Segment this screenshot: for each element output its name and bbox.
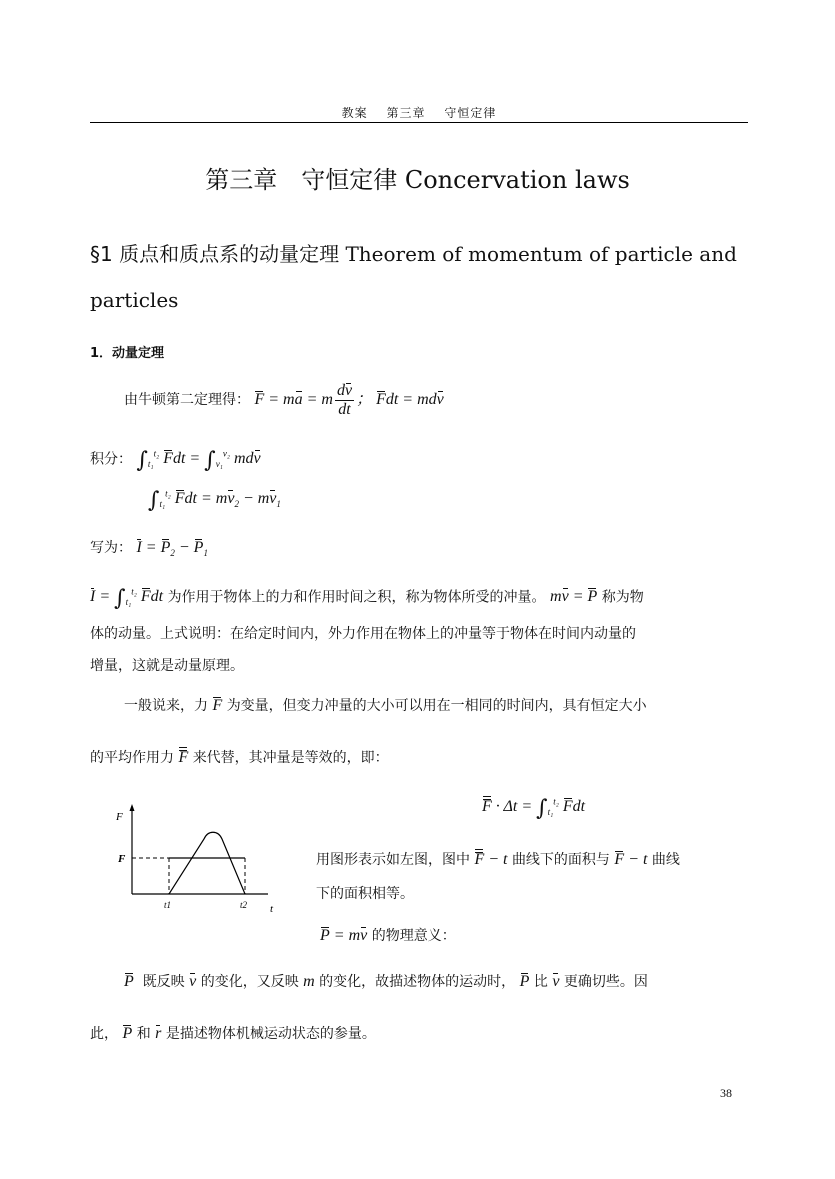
write-as-label: 写为： [90, 540, 132, 556]
level-label: F [118, 853, 126, 865]
page-number: 38 [720, 1086, 732, 1100]
header-item: 第三章 [386, 106, 426, 120]
graph-line-1 [316, 850, 680, 870]
final-text-2b: 和 [136, 1026, 151, 1042]
section-title-cont: particles [90, 288, 179, 312]
phys-meaning-line [320, 926, 456, 946]
general-text-1: 一般说来，力 [124, 698, 208, 714]
section-title [90, 238, 737, 267]
symbol-P-2: P [519, 973, 530, 990]
final-text-2a: 此， [90, 1026, 118, 1042]
integral-label: 积分： [90, 451, 132, 468]
symbol-v-2: v [552, 973, 560, 990]
general-text-3: 的平均作用力 [90, 750, 174, 766]
force-time-figure [108, 800, 283, 925]
final-line-1 [124, 972, 648, 992]
subsection-title: 1．动量定理 [90, 346, 165, 361]
general-line-2 [90, 748, 389, 768]
newton-intro: 由牛顿第二定理得： [124, 392, 250, 409]
graph-text-1: 用图形表示如左图，图中 [316, 852, 470, 868]
final-text-1c: 的变化，故描述物体的运动时， [319, 974, 516, 990]
y-axis-label: F [116, 811, 123, 823]
momentum-cont: 体的动量。上式说明：在给定时间内，外力作用在物体上的冲量等于物体在时间内动量的 [90, 626, 636, 642]
general-line-1 [124, 696, 647, 716]
running-header [90, 104, 748, 121]
section-title-cn: §1 质点和质点系的动量定理 [90, 242, 340, 266]
symbol-P: P [124, 973, 134, 990]
formula-integral-2: $\int_{t_1}^{t_2}$ Fdt = $mv_2 - mv_1$ [148, 488, 281, 514]
header-item: 教案 [341, 106, 368, 120]
integral-line-2 [148, 484, 281, 515]
graph-line-2: 下的面积相等。 [316, 886, 414, 902]
formula-integral-1: $\int_{t_1}^{t_2}$ Fdt = $\int_{v_1}^{v_2}$ mdv [136, 448, 261, 474]
symbol-F: F [212, 697, 223, 714]
formula-impulse: $I = P_2 - P_1$ [136, 539, 208, 559]
phys-meaning-text: 的物理意义： [371, 928, 456, 944]
formula-momentum: mv = P [550, 588, 598, 606]
symbol-P-3: P [122, 1025, 133, 1042]
final-text-1d: 比 [533, 974, 548, 990]
final-text-1e: 更确切些。因 [563, 974, 648, 990]
average-force-equation [482, 792, 585, 823]
write-as-line [90, 538, 208, 563]
general-text-2: 为变量，但变力冲量的大小可以用在一相同的时间内，具有恒定大小 [226, 698, 647, 714]
t1-label: t1 [164, 900, 172, 910]
formula-newton: F = ma = m $\frac{dv}{dt}$ ； Fdt = mdv [254, 382, 444, 418]
y-axis-arrow [130, 804, 135, 811]
chapter-title-cn: 第三章 守恒定律 [205, 166, 398, 194]
t-axis-label: t [270, 903, 274, 915]
formula-Favg-t: F − t [474, 851, 508, 868]
header-item: 守恒定律 [444, 106, 497, 120]
final-text-1a: 既反映 [142, 974, 185, 990]
formula-impulse-def: $I = \int_{t_1}^{t_2}$ Fdt [90, 586, 164, 612]
symbol-m: m [303, 973, 315, 990]
graph-text-2: 曲线下的面积与 [511, 852, 610, 868]
momentum-def-text: 称为物 [601, 589, 644, 606]
formula-average-force: $F \cdot \Delta t = \int_{t_1}^{t_2}$ Fdt [482, 796, 586, 822]
general-text-4: 来代替，其冲量是等效的，即： [192, 750, 389, 766]
formula-P-mv: P = mv [320, 927, 368, 944]
formula-F-t: F − t [614, 851, 648, 868]
symbol-F-avg: F [178, 749, 189, 766]
final-text-1b: 的变化，又反映 [200, 974, 299, 990]
symbol-v: v [189, 973, 197, 990]
section-title-en: Theorem of momentum of particle and [345, 242, 737, 266]
momentum-cont2: 增量，这就是动量原理。 [90, 658, 244, 674]
force-curve [169, 832, 245, 894]
impulse-definition [90, 582, 644, 613]
final-line-2 [90, 1024, 376, 1044]
integral-line-1 [90, 444, 261, 475]
header-rule [90, 122, 748, 123]
symbol-r: r [155, 1025, 162, 1042]
newton-line [124, 382, 444, 419]
final-text-2c: 是描述物体机械运动状态的参量。 [165, 1026, 376, 1042]
t2-label: t2 [240, 900, 248, 910]
chapter-title-en: Concervation laws [404, 166, 630, 194]
graph-text-3: 曲线 [651, 852, 680, 868]
impulse-def-text: 为作用于物体上的力和作用时间之积，称为物体所受的冲量。 [167, 589, 546, 606]
chapter-title [0, 160, 835, 195]
